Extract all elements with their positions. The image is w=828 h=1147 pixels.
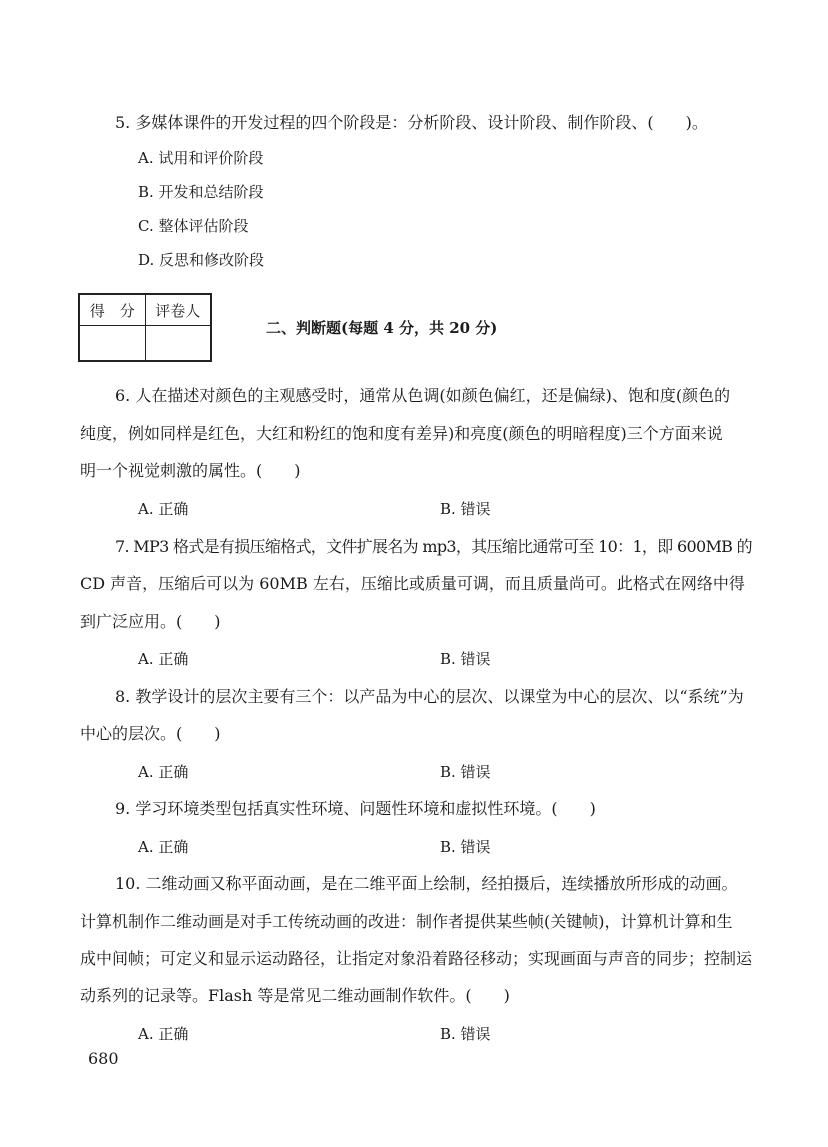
question-10-option-a: A. 正确 [138,1025,189,1043]
question-6-option-a: A. 正确 [138,500,189,518]
question-9-option-a: A. 正确 [138,838,189,856]
question-10-line-4: 动系列的记录等。Flash 等是常见二维动画制作软件。( ) [80,986,510,1005]
question-6-line-1: 6. 人在描述对颜色的主观感受时，通常从色调(如颜色偏红，还是偏绿)、饱和度(颜色的 [115,386,731,405]
question-6-line-2: 纯度，例如同样是红色，大红和粉红的饱和度有差异)和亮度(颜色的明暗程度)三个方面来说 [80,424,723,443]
question-9-option-b: B. 错误 [440,838,491,856]
question-10-line-2: 计算机制作二维动画是对手工传统动画的改进：制作者提供某些帧(关键帧)，计算机计算和生 [80,912,733,931]
question-5-stem: 5. 多媒体课件的开发过程的四个阶段是：分析阶段、设计阶段、制作阶段、( )。 [115,113,708,132]
question-8-option-a: A. 正确 [138,763,189,781]
section-2-title: 二、判断题(每题 4 分，共 20 分) [266,319,498,337]
grader-label: 评卷人 [145,294,211,326]
question-10-line-3: 成中间帧；可定义和显示运动路径，让指定对象沿着路径移动；实现画面与声音的同步；控制运 [80,949,753,968]
question-6-option-b: B. 错误 [440,500,491,518]
question-5-option-b: B. 开发和总结阶段 [138,183,264,201]
question-8-line-1: 8. 教学设计的层次主要有三个：以产品为中心的层次、以课堂为中心的层次、以“系统”为 [115,687,744,706]
question-7-option-a: A. 正确 [138,650,189,668]
question-8-option-b: B. 错误 [440,763,491,781]
grader-cell [145,326,211,362]
question-7-line-2: CD 声音，压缩后可以为 60MB 左右，压缩比或质量可调，而且质量尚可。此格式在网络中得 [80,574,745,593]
score-label: 得 分 [79,294,145,326]
question-8-line-2: 中心的层次。( ) [80,724,221,743]
score-box [78,293,212,362]
question-7-line-3: 到广泛应用。( ) [80,612,221,631]
score-cell [79,326,145,362]
question-7-option-b: B. 错误 [440,650,491,668]
question-5-option-c: C. 整体评估阶段 [138,217,249,235]
question-10-line-1: 10. 二维动画又称平面动画，是在二维平面上绘制，经拍摄后，连续播放所形成的动画。 [115,874,738,893]
question-5-option-a: A. 试用和评价阶段 [138,149,264,167]
page-number: 680 [88,1049,119,1068]
question-6-line-3: 明一个视觉刺激的属性。( ) [80,461,301,480]
question-10-option-b: B. 错误 [440,1025,491,1043]
question-5-option-d: D. 反思和修改阶段 [138,251,265,269]
question-7-line-1: 7. MP3 格式是有损压缩格式，文件扩展名为 mp3，其压缩比通常可至 10：1，即 600MB 的 [115,537,752,556]
question-9-line-1: 9. 学习环境类型包括真实性环境、问题性环境和虚拟性环境。( ) [115,799,596,818]
